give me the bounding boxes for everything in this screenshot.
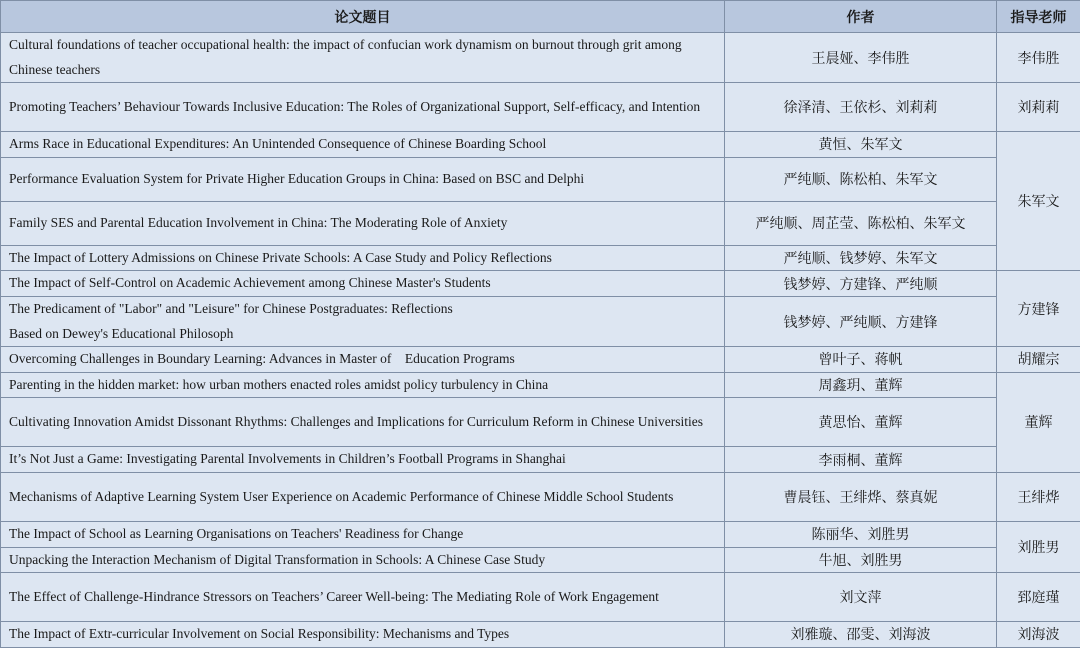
paper-title: Parenting in the hidden market: how urban mothers enacted roles amidst policy turbulency in China [1,372,725,398]
paper-title: The Impact of Lottery Admissions on Chinese Private Schools: A Case Study and Policy Reflections [1,245,725,271]
paper-title: Cultural foundations of teacher occupational health: the impact of confucian work dynamism on burnout through grit among Chinese teachers [1,33,725,83]
header-row [1,1,1080,33]
paper-title: Unpacking the Interaction Mechanism of Digital Transformation in Schools: A Chinese Case Study [1,547,725,573]
paper-advisor: 方建锋 [997,271,1080,347]
table-row [1,33,1080,83]
table-row [1,132,1080,158]
paper-title: Cultivating Innovation Amidst Dissonant Rhythms: Challenges and Implications for Curriculum Reform in Chinese Universities [1,398,725,447]
paper-advisor: 胡耀宗 [997,347,1080,373]
header-title: 论文题目 [1,1,725,33]
table-row [1,347,1080,373]
paper-title: Promoting Teachers’ Behaviour Towards Inclusive Education: The Roles of Organizational Support, Self-efficacy, and Intention [1,83,725,132]
paper-title: Performance Evaluation System for Private Higher Education Groups in China: Based on BSC and Delphi [1,157,725,201]
paper-advisor: 朱军文 [997,132,1080,271]
paper-authors: 牛旭、刘胜男 [725,547,997,573]
paper-authors: 严纯顺、钱梦婷、朱军文 [725,245,997,271]
paper-advisor: 李伟胜 [997,33,1080,83]
header-authors: 作者 [725,1,997,33]
paper-authors: 王晨娅、李伟胜 [725,33,997,83]
paper-advisor: 王绯烨 [997,472,1080,521]
paper-title: Overcoming Challenges in Boundary Learning: Advances in Master of Education Programs [1,347,725,373]
table-row [1,201,1080,245]
table-row [1,573,1080,622]
header-advisor: 指导老师 [997,1,1080,33]
paper-authors: 李雨桐、董辉 [725,447,997,473]
paper-authors: 周鑫玥、董辉 [725,372,997,398]
paper-title: The Impact of School as Learning Organisations on Teachers' Readiness for Change [1,521,725,547]
paper-advisor: 刘莉莉 [997,83,1080,132]
paper-authors: 严纯顺、陈松柏、朱军文 [725,157,997,201]
paper-advisor: 董辉 [997,372,1080,472]
table-row [1,245,1080,271]
table-row [1,398,1080,447]
paper-title: The Impact of Extr-curricular Involvement on Social Responsibility: Mechanisms and Types [1,622,725,648]
paper-authors: 曹晨钰、王绯烨、蔡真妮 [725,472,997,521]
paper-authors: 陈丽华、刘胜男 [725,521,997,547]
paper-advisor: 郅庭瑾 [997,573,1080,622]
paper-title: The Impact of Self-Control on Academic Achievement among Chinese Master's Students [1,271,725,297]
table-row [1,521,1080,547]
paper-authors: 严纯顺、周芷莹、陈松柏、朱军文 [725,201,997,245]
paper-advisor: 刘胜男 [997,521,1080,572]
paper-title: Mechanisms of Adaptive Learning System User Experience on Academic Performance of Chinese Middle School Students [1,472,725,521]
paper-title: Family SES and Parental Education Involvement in China: The Moderating Role of Anxiety [1,201,725,245]
table-row [1,271,1080,297]
paper-authors: 黄恒、朱军文 [725,132,997,158]
paper-title: The Predicament of "Labor" and "Leisure" for Chinese Postgraduates: Reflections Based on Dewey's Educational Philosoph [1,296,725,346]
paper-authors: 钱梦婷、方建锋、严纯顺 [725,271,997,297]
paper-title: It’s Not Just a Game: Investigating Parental Involvements in Children’s Football Programs in Shanghai [1,447,725,473]
table-row [1,622,1080,648]
table-row [1,547,1080,573]
paper-title: The Effect of Challenge-Hindrance Stressors on Teachers’ Career Well-being: The Mediating Role of Work Engagement [1,573,725,622]
table-row [1,372,1080,398]
table-row [1,447,1080,473]
paper-authors: 黄思怡、董辉 [725,398,997,447]
paper-authors: 钱梦婷、严纯顺、方建锋 [725,296,997,346]
paper-authors: 刘雅璇、邵雯、刘海波 [725,622,997,648]
table-row [1,296,1080,346]
table-row [1,83,1080,132]
paper-advisor: 刘海波 [997,622,1080,648]
table-row [1,472,1080,521]
paper-authors: 刘文萍 [725,573,997,622]
paper-authors: 徐泽清、王依杉、刘莉莉 [725,83,997,132]
paper-title: Arms Race in Educational Expenditures: An Unintended Consequence of Chinese Boarding School [1,132,725,158]
table-row [1,157,1080,201]
paper-authors: 曾叶子、蒋帆 [725,347,997,373]
